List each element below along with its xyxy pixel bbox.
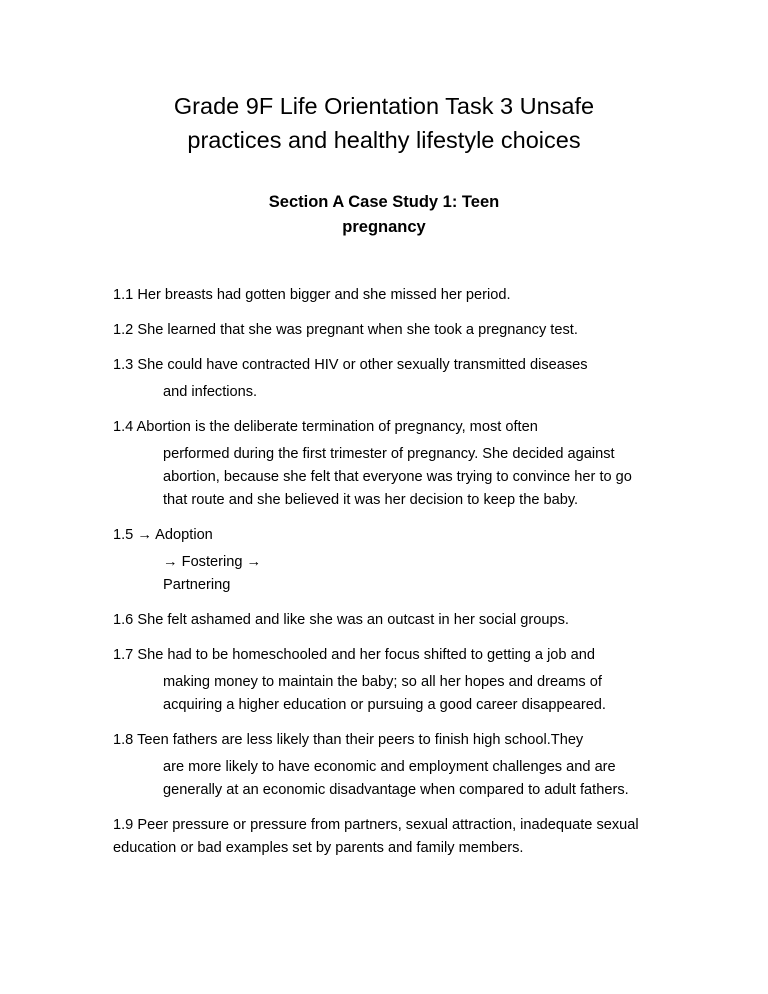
answer-continuation-line: generally at an economic disadvantage when compared to adult fathers. <box>163 782 629 798</box>
section-heading <box>0 190 768 240</box>
answer-1-5 <box>113 524 673 597</box>
answer-text: 1.4 Abortion is the deliberate termination of pregnancy, most often <box>113 419 538 435</box>
answer-text: 1.9 Peer pressure or pressure from partners, sexual attraction, inadequate sexual <box>113 817 639 833</box>
answer-continuation <box>113 756 673 802</box>
answer-1-1 <box>113 284 673 307</box>
answer-text: 1.2 She learned that she was pregnant when she took a pregnancy test. <box>113 322 578 338</box>
answer-continuation <box>113 551 673 597</box>
answer-text: 1.3 She could have contracted HIV or other sexually transmitted diseases <box>113 357 588 373</box>
answer-continuation-line: that route and she believed it was her decision to keep the baby. <box>163 492 579 508</box>
answers-list <box>113 284 673 872</box>
answer-1-4 <box>113 416 673 512</box>
answer-text: 1.6 She felt ashamed and like she was an outcast in her social groups. <box>113 612 569 628</box>
answer-text: 1.8 Teen fathers are less likely than their peers to finish high school.They <box>113 732 584 748</box>
answer-text: education or bad examples set by parents and family members. <box>113 840 524 856</box>
answer-continuation-line: making money to maintain the baby; so all her hopes and dreams of <box>163 674 602 690</box>
answer-text: 1.7 She had to be homeschooled and her focus shifted to getting a job and <box>113 647 595 663</box>
answer-1-6 <box>113 609 673 632</box>
title-line-1: Grade 9F Life Orientation Task 3 Unsafe <box>173 93 595 119</box>
section-heading-line-2: pregnancy <box>342 218 426 236</box>
answer-1-8 <box>113 729 673 802</box>
answer-continuation-line: abortion, because she felt that everyone was trying to convince her to go <box>163 469 632 485</box>
section-heading-line-1: Section A Case Study 1: Teen <box>268 193 500 211</box>
answer-continuation-line: and infections. <box>163 384 258 400</box>
answer-continuation <box>113 381 673 404</box>
answer-continuation-line: are more likely to have economic and employment challenges and are <box>163 759 616 775</box>
answer-1-3 <box>113 354 673 404</box>
page-title <box>0 89 768 157</box>
answer-1-7 <box>113 644 673 717</box>
answer-continuation-line: acquiring a higher education or pursuing a good career disappeared. <box>163 697 606 713</box>
answer-text: 1.1 Her breasts had gotten bigger and she missed her period. <box>113 287 511 303</box>
answer-continuation <box>113 443 673 512</box>
answer-continuation <box>113 671 673 717</box>
answer-continuation-line: Partnering <box>163 577 231 593</box>
title-line-2: practices and healthy lifestyle choices <box>187 127 581 153</box>
answer-text: 1.5 → Adoption <box>113 527 213 543</box>
answer-1-9 <box>113 814 673 860</box>
answer-continuation-line: performed during the first trimester of pregnancy. She decided against <box>163 446 615 462</box>
answer-1-2 <box>113 319 673 342</box>
answer-continuation-line: → Fostering → <box>163 554 262 570</box>
